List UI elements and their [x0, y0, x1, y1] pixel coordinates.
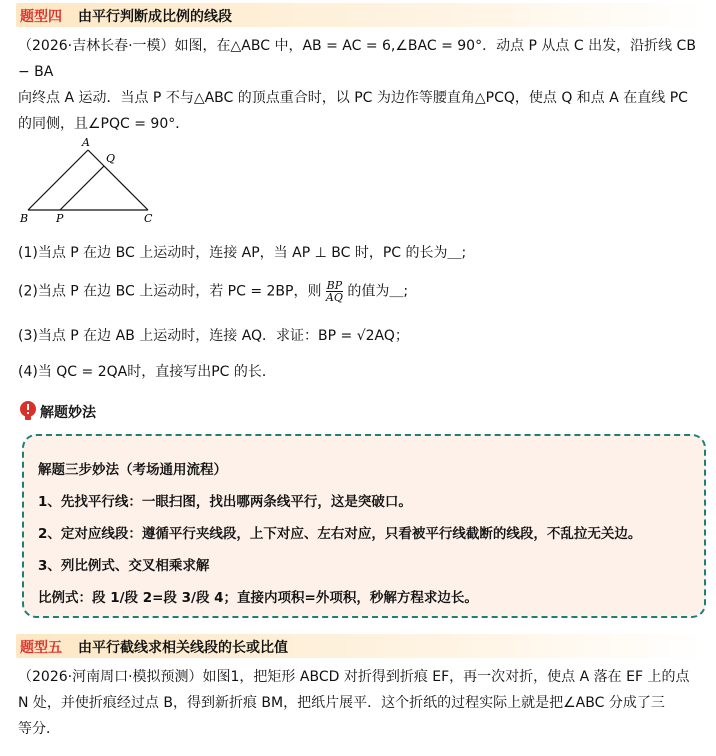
fraction-numerator: BP [326, 279, 343, 292]
section-title: 由平行判断成比例的线段 [78, 9, 232, 25]
section-title: 由平行截线求相关线段的长或比值 [78, 640, 288, 656]
section-label: 题型四 [20, 9, 62, 25]
label-c: C [144, 212, 153, 224]
tip-formula: 比例式：段 1/段 2=段 3/段 4；直接内项积=外项积，秒解方程求边长。 [38, 590, 478, 606]
tip-step-2: 2、定对应线段：遵循平行夹线段，上下对应、左右对应，只看被平行线截断的线段，不乱拉无关边。 [38, 526, 642, 542]
tip-step-3: 3、列比例式、交叉相乘求解 [38, 558, 210, 574]
section-banner-4 [16, 3, 706, 27]
segment-pq [60, 166, 104, 210]
label-a: A [82, 136, 90, 149]
statement-line: （2026·吉林长春·一模）如图，在△ABC 中，AB = AC = 6,∠BAC = 90°．动点 P 从点 C 出发，沿折线 CB − BA [18, 38, 696, 80]
question-2 [18, 280, 408, 303]
statement-line: 的同侧，且∠PQC = 90°． [18, 116, 190, 132]
tip-step-1: 1、先找平行线：一眼扫图，找出哪两条线平行，这是突破口。 [38, 494, 412, 510]
statement-line: 向终点 A 运动．当点 P 不与△ABC 的顶点重合时，以 PC 为边作等腰直角△PCQ，使点 Q 和点 A 在直线 PC [18, 90, 688, 106]
label-p: P [56, 212, 64, 224]
statement-line: 等分． [18, 721, 60, 737]
problem-statement-5 [18, 664, 708, 742]
question-3: (3)当点 P 在边 AB 上运动时，连接 AQ．求证：BP = √2AQ； [18, 328, 409, 344]
tip-heading: 解题三步妙法（考场通用流程） [38, 462, 227, 478]
statement-line: N 处，并使折痕经过点 B，得到新折痕 BM，把纸片展平．这个折纸的过程实际上就是把∠ABC 分成了三 [18, 695, 665, 711]
lightbulb-icon [18, 400, 38, 422]
tip-box [22, 434, 706, 618]
fraction-denominator: AQ [325, 291, 343, 304]
side-ac [88, 150, 148, 210]
statement-line: （2026·河南周口·模拟预测）如图1，把矩形 ABCD 对折得到折痕 EF，再一次对折，使点 A 落在 EF 上的点 [18, 669, 690, 685]
tip-label: 解题妙法 [40, 405, 96, 421]
label-q: Q [106, 152, 116, 165]
question-4: (4)当 QC = 2QA时，直接写出PC 的长． [18, 364, 276, 380]
triangle-figure [18, 132, 168, 224]
fraction [326, 280, 343, 303]
question-2-text: (2)当点 P 在边 BC 上运动时，若 PC = 2BP，则 [18, 283, 322, 300]
section-banner-5 [16, 634, 706, 658]
question-2-tail: 的值为＿; [347, 283, 409, 300]
label-b: B [20, 212, 29, 224]
question-1: (1)当点 P 在边 BC 上运动时，连接 AP，当 AP ⊥ BC 时，PC 的长为＿; [18, 245, 467, 261]
section-label: 题型五 [20, 640, 62, 656]
side-ab [28, 150, 88, 210]
problem-statement [18, 33, 708, 137]
